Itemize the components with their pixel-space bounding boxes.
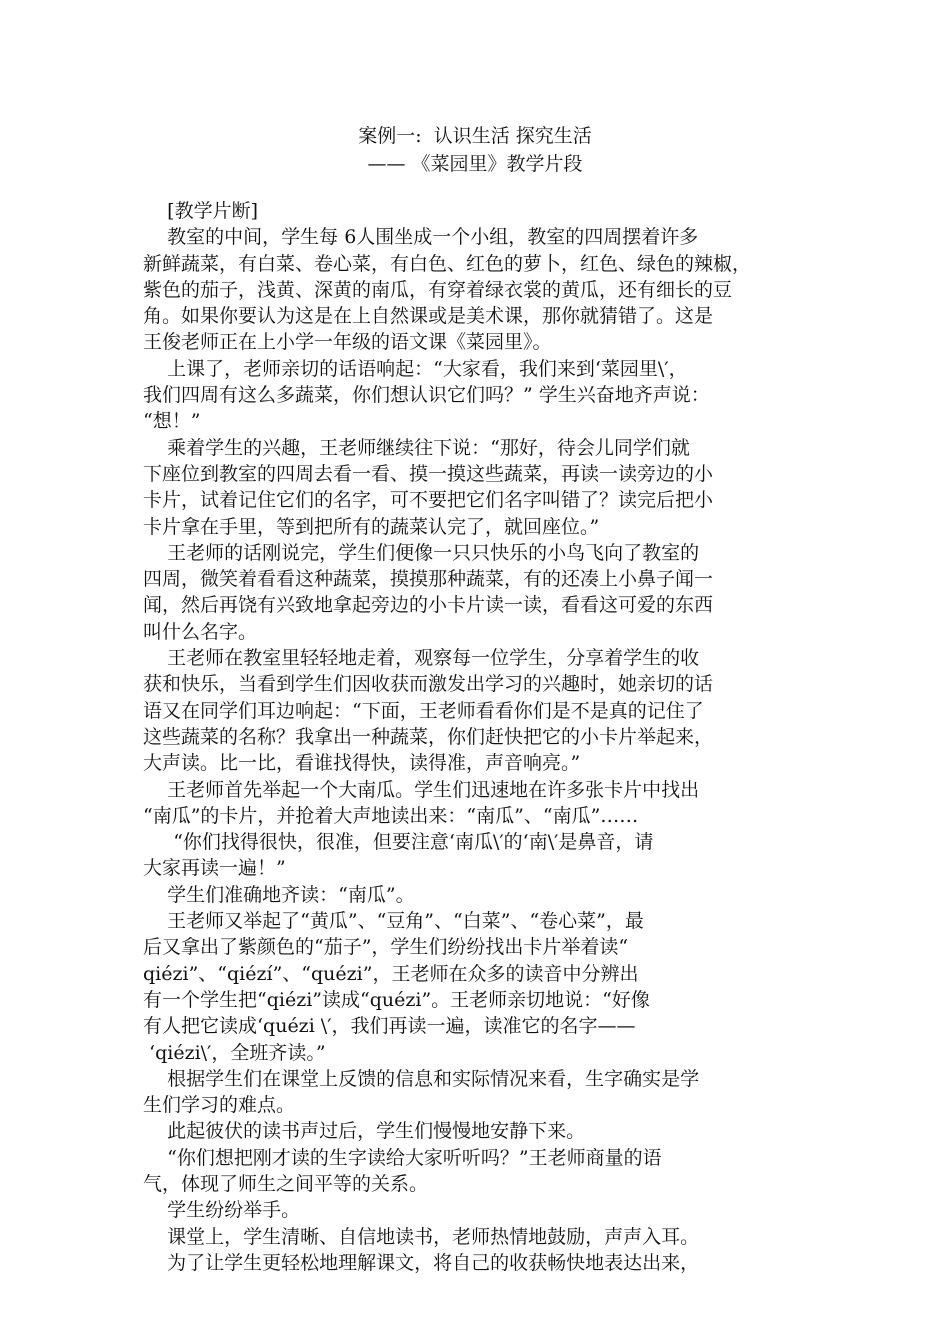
- text-line: 闻，然后再饶有兴致地拿起旁边的小卡片读一读，看看这可爱的东西: [143, 594, 714, 617]
- text-line: 大声读。比一比，看谁找得快，读得准，声音响亮。”: [143, 752, 581, 775]
- text-line: 紫色的茄子，浅黄、深黄的南瓜，有穿着绿衣裳的黄瓜，还有细长的豆: [143, 278, 733, 301]
- text-line: 后又拿出了紫颜色的“茄子”，学生们纷纷找出卡片举着读“: [143, 936, 629, 959]
- text-line: 气，体现了师生之间平等的关系。: [143, 1172, 429, 1195]
- text-line: 王老师的话刚说完，学生们便像一只只快乐的小鸟飞向了教室的: [143, 541, 700, 564]
- text-line: [教学片断]: [143, 200, 258, 222]
- text-line: 王老师首先举起一个大南瓜。学生们迅速地在许多张卡片中找出: [143, 778, 700, 801]
- text-line: “想！”: [143, 410, 201, 433]
- document-title: 案例一: 认识生活 探究生活: [358, 125, 592, 147]
- text-line: 有人把它读成‘quézi \′，我们再读一遍，读准它的名字——: [143, 1015, 636, 1038]
- text-line: qiézi”、“qiézí”、“quézi”，王老师在众多的读音中分辨出: [143, 962, 639, 985]
- text-line: ‘qiézi\′，全班齐读。”: [143, 1041, 326, 1064]
- text-line: 为了让学生更轻松地理解课文，将自己的收获畅快地表达出来，: [143, 1251, 700, 1274]
- text-line: 此起彼伏的读书声过后，学生们慢慢地安静下来。: [143, 1120, 586, 1143]
- document-body: [143, 198, 823, 1276]
- text-line: 这些蔬菜的名称？我拿出一种蔬菜，你们赶快把它的小卡片举起来，: [143, 725, 714, 748]
- text-line: “你们想把刚才读的生字读给大家听听吗？”王老师商量的语: [143, 1146, 662, 1169]
- text-line: 大家再读一遍！”: [143, 857, 286, 880]
- text-line: 我们四周有这么多蔬菜，你们想认识它们吗？” 学生兴奋地齐声说：: [143, 384, 710, 407]
- text-line: 获和快乐，当看到学生们因收获而激发出学习的兴趣时，她亲切的话: [143, 673, 714, 696]
- text-line: 课堂上，学生清晰、自信地读书，老师热情地鼓励，声声入耳。: [143, 1225, 700, 1248]
- text-line: 生们学习的难点。: [143, 1094, 296, 1117]
- text-line: 有一个学生把“qiézi”读成“quézi”。王老师亲切地说：“好像: [143, 988, 650, 1011]
- text-line: 王老师在教室里轻轻地走着，观察每一位学生，分享着学生的收: [143, 647, 700, 670]
- text-line: 王俊老师正在上小学一年级的语文课《菜园里》。: [143, 331, 552, 354]
- text-line: “南瓜”的卡片，并抢着大声地读出来：“南瓜”、“南瓜”……: [143, 804, 639, 827]
- text-line: 乘着学生的兴趣，王老师继续往下说：“那好，待会儿同学们就: [143, 436, 690, 459]
- text-line: 根据学生们在课堂上反馈的信息和实际情况来看，生字确实是学: [143, 1067, 700, 1090]
- text-line: 学生纷纷举手。: [143, 1199, 301, 1222]
- text-line: 学生们准确地齐读：“南瓜”。: [143, 883, 415, 906]
- text-line: 上课了，老师亲切的话语响起：“大家看，我们来到‘菜园里\′，: [143, 357, 688, 380]
- text-line: 卡片拿在手里，等到把所有的蔬菜认完了，就回座位。”: [143, 515, 600, 538]
- text-line: 叫什么名字。: [143, 620, 258, 643]
- text-line: 教室的中间，学生每 6人围坐成一个小组，教室的四周摆着许多: [143, 226, 699, 249]
- document-subtitle: —— 《菜园里》教学片段: [367, 153, 583, 175]
- text-line: 语又在同学们耳边响起：“下面，王老师看看你们是不是真的记住了: [143, 699, 704, 722]
- text-line: 卡片，试着记住它们的名字，可不要把它们名字叫错了？读完后把小: [143, 489, 714, 512]
- text-line: “你们找得很快，很准，但要注意‘南瓜\′的‘南\′是鼻音，请: [143, 831, 654, 854]
- text-line: 新鲜蔬菜，有白菜、卷心菜，有白色、红色的萝卜，红色、绿色的辣椒，: [143, 252, 752, 275]
- text-line: 下座位到教室的四周去看一看、摸一摸这些蔬菜，再读一读旁边的小: [143, 462, 714, 485]
- text-line: 角。如果你要认为这是在上自然课或是美术课，那你就猜错了。这是: [143, 305, 714, 328]
- text-line: 四周，微笑着看看这种蔬菜，摸摸那种蔬菜，有的还凑上小鼻子闻一: [143, 568, 714, 591]
- text-line: 王老师又举起了“黄瓜”、“豆角”、“白菜”、“卷心菜”，最: [143, 910, 644, 933]
